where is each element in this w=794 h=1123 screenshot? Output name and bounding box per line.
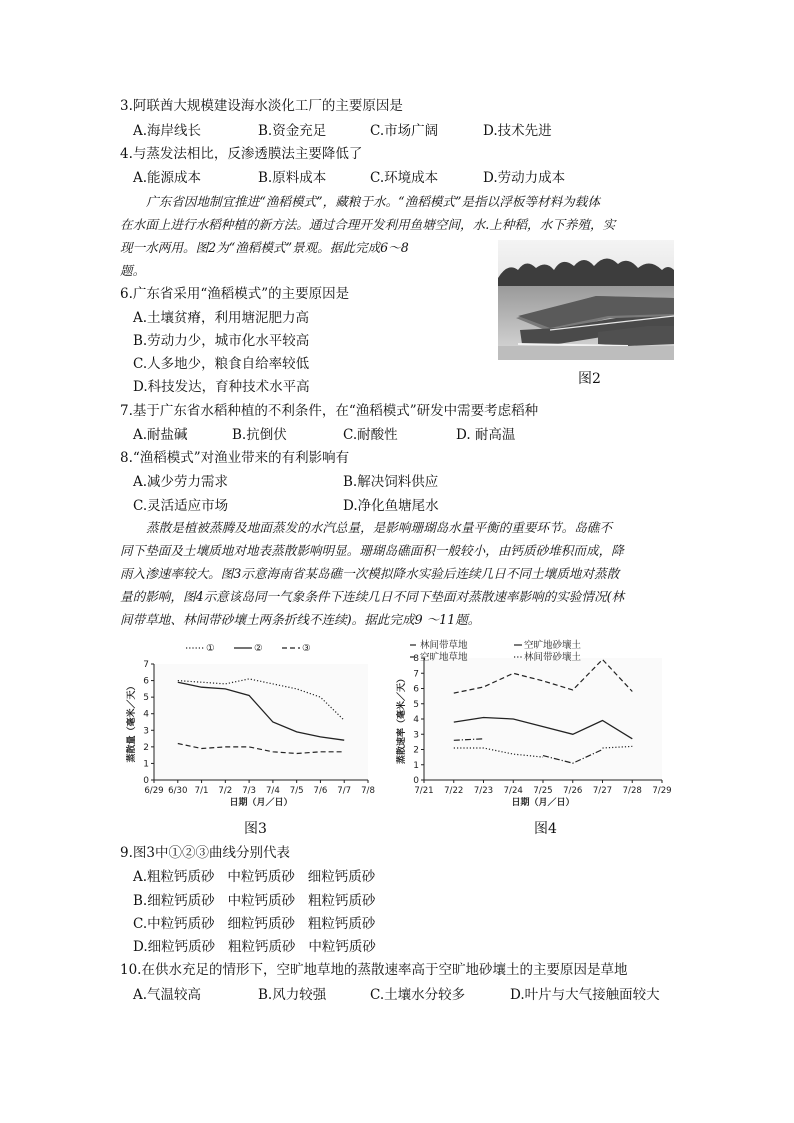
y-tick-label: 4	[413, 715, 419, 725]
question-8-stem: 8.“渔稻模式”对渔业带来的有利影响有	[120, 450, 350, 466]
question-9-option-b: B.细粒钙质砂 中粒钙质砂 粗粒钙质砂	[133, 893, 376, 909]
passage-1-line-1: 广东省因地制宜推进“渔稻模式”，藏粮于水。“渔稻模式”是指以浮板等材料为载体	[146, 194, 600, 209]
figure-3-chart	[114, 636, 382, 814]
x-axis-label: 日期（月／日）	[511, 798, 575, 808]
passage-2-line-5: 间带草地、林间带砂壤土两条折线不连续)。据此完成9 ～11题。	[120, 612, 481, 627]
legend-label: ③	[302, 643, 311, 654]
y-tick-label: 6	[143, 676, 149, 687]
question-3-option-a: A.海岸线长	[133, 123, 202, 139]
passage-coral-island	[120, 516, 676, 631]
x-tick-label: 7/3	[242, 786, 257, 796]
question-6-stem: 6.广东省采用“渔稻模式”的主要原因是	[120, 286, 350, 302]
y-tick-label: 7	[413, 669, 419, 680]
question-8-option-a: A.减少劳力需求	[133, 474, 229, 490]
x-tick-label: 7/25	[533, 786, 553, 796]
passage-2-line-4: 量的影响，图4示意该岛同一气象条件下连续几日不同下垫面对蒸散速率影响的实验情况(林	[120, 589, 625, 604]
question-9-option-a: A.粗粒钙质砂 中粒钙质砂 细粒钙质砂	[133, 869, 376, 885]
question-8-option-b: B.解决饲料供应	[343, 474, 439, 490]
y-tick-label: 1	[143, 759, 149, 770]
x-tick-label: 7/8	[361, 786, 375, 796]
passage-1-line-2: 在水面上进行水稻种植的新方法。通过合理开发利用鱼塘空间，水.上种稻，水下养殖，实	[120, 217, 616, 232]
x-tick-label: 7/23	[473, 786, 494, 796]
question-3-option-d: D.技术先进	[483, 123, 552, 139]
y-tick-label: 0	[143, 776, 149, 786]
question-7-option-b: B.抗倒伏	[232, 427, 287, 443]
y-tick-label: 3	[413, 730, 419, 741]
x-tick-label: 6/29	[144, 786, 164, 796]
x-axis-label: 日期（月／日）	[229, 798, 293, 808]
y-tick-label: 7	[143, 660, 149, 670]
y-tick-label: 4	[143, 709, 149, 720]
x-tick-label: 7/27	[592, 786, 613, 796]
y-tick-label: 5	[413, 699, 419, 710]
question-8-option-d: D.净化鱼塘尾水	[343, 498, 439, 514]
y-tick-label: 5	[143, 693, 149, 704]
passage-2-line-3: 雨入渗速率较大。图3示意海南省某岛礁一次模拟降水实验后连续几日不同土壤质地对蒸散	[120, 566, 620, 581]
y-tick-label: 3	[143, 726, 149, 737]
y-tick-label: 0	[413, 776, 419, 786]
x-tick-label: 7/26	[563, 786, 583, 796]
figure-2-caption: 图2	[578, 371, 601, 387]
question-10-option-d: D.叶片与大气接触面较大	[510, 987, 660, 1003]
x-tick-label: 7/24	[503, 786, 523, 796]
legend-label: ①	[206, 643, 215, 654]
chart-4-plot	[395, 639, 672, 808]
question-6-option-d: D.科技发达，育种技术水平高	[133, 379, 310, 395]
x-tick-label: 7/29	[652, 786, 672, 796]
y-tick-label: 2	[143, 742, 149, 753]
question-4-option-d: D.劳动力成本	[483, 170, 566, 186]
x-tick-label: 7/4	[265, 786, 280, 796]
x-tick-label: 7/22	[444, 786, 464, 796]
question-8-option-c: C.灵活适应市场	[133, 498, 229, 514]
question-6-option-b: B.劳动力少，城市化水平较高	[133, 333, 310, 349]
x-tick-label: 7/28	[622, 786, 642, 796]
x-tick-label: 6/30	[168, 786, 188, 796]
question-9-stem: 9.图3中①②③曲线分别代表	[120, 845, 290, 861]
question-3-stem: 3.阿联酋大规模建设海水淡化工厂的主要原因是	[120, 98, 403, 114]
question-7-option-d: D. 耐高温	[456, 427, 516, 443]
question-4-option-a: A.能源成本	[133, 170, 202, 186]
question-6-option-a: A.土壤贫瘠，利用塘泥肥力高	[133, 310, 310, 326]
question-4-option-b: B.原料成本	[258, 170, 327, 186]
question-7-option-c: C.耐酸性	[343, 427, 398, 443]
question-10-stem: 10.在供水充足的情形下，空旷地草地的蒸散速率高于空旷地砂壤土的主要原因是草地	[120, 962, 628, 978]
x-tick-label: 7/21	[414, 786, 434, 796]
x-tick-label: 7/6	[313, 786, 328, 796]
legend-label: 林间带草地	[420, 640, 468, 651]
question-9-option-d: D.细粒钙质砂 粗粒钙质砂 中粒钙质砂	[133, 939, 376, 955]
passage-1-line-3: 现一水两用。图2为“渔稻模式”景观。据此完成6～8	[120, 240, 409, 255]
legend-label: ②	[254, 643, 263, 654]
passage-2-line-1: 蒸散是植被蒸腾及地面蒸发的水汽总量，是影响珊瑚岛水量平衡的重要环节。岛礁不	[146, 520, 612, 535]
rice-fish-photo	[498, 240, 674, 360]
question-7-stem: 7.基于广东省水稻种植的不利条件，在“渔稻模式”研发中需要考虑稻种	[120, 403, 539, 419]
y-tick-label: 8	[413, 654, 419, 664]
x-tick-label: 7/7	[337, 786, 352, 796]
question-3-option-c: C.市场广阔	[370, 123, 439, 139]
y-axis-label: 蒸散量（毫米／天）	[127, 681, 137, 763]
figure-3-caption: 图3	[244, 821, 267, 837]
figure-4-chart	[388, 636, 676, 814]
question-7-option-a: A.耐盐碱	[133, 427, 188, 443]
chart-3-plot	[125, 643, 375, 808]
figure-4-caption: 图4	[534, 821, 557, 837]
plot-area	[424, 658, 662, 780]
question-4-stem: 4.与蒸发法相比，反渗透膜法主要降低了	[120, 146, 363, 162]
question-4-option-c: C.环境成本	[370, 170, 439, 186]
passage-2-line-2: 同下垫面及土壤质地对地表蒸散影响明显。珊瑚岛礁面积一般较小，由钙质砂堆积而成，降	[120, 543, 624, 558]
y-tick-label: 6	[413, 684, 419, 695]
legend-label: 空旷地砂壤土	[524, 640, 582, 651]
question-10-option-a: A.气温较高	[133, 987, 202, 1003]
y-axis-label: 蒸散速率（毫米／天）	[397, 673, 407, 765]
y-tick-label: 1	[413, 760, 419, 771]
x-tick-label: 7/2	[218, 786, 233, 796]
question-10-option-c: C.土壤水分较多	[370, 987, 466, 1003]
question-3-option-b: B.资金充足	[258, 123, 327, 139]
x-tick-label: 7/1	[194, 786, 209, 796]
legend-label: 林间带砂壤土	[524, 652, 582, 663]
question-6-option-c: C.人多地少，粮食自给率较低	[133, 356, 310, 372]
legend-label: 空旷地草地	[420, 652, 468, 663]
x-tick-label: 7/5	[289, 786, 304, 796]
y-tick-label: 2	[413, 745, 419, 756]
passage-1-line-4: 题。	[120, 263, 146, 278]
question-9-option-c: C.中粒钙质砂 细粒钙质砂 粗粒钙质砂	[133, 916, 376, 932]
question-10-option-b: B.风力较强	[258, 987, 327, 1003]
